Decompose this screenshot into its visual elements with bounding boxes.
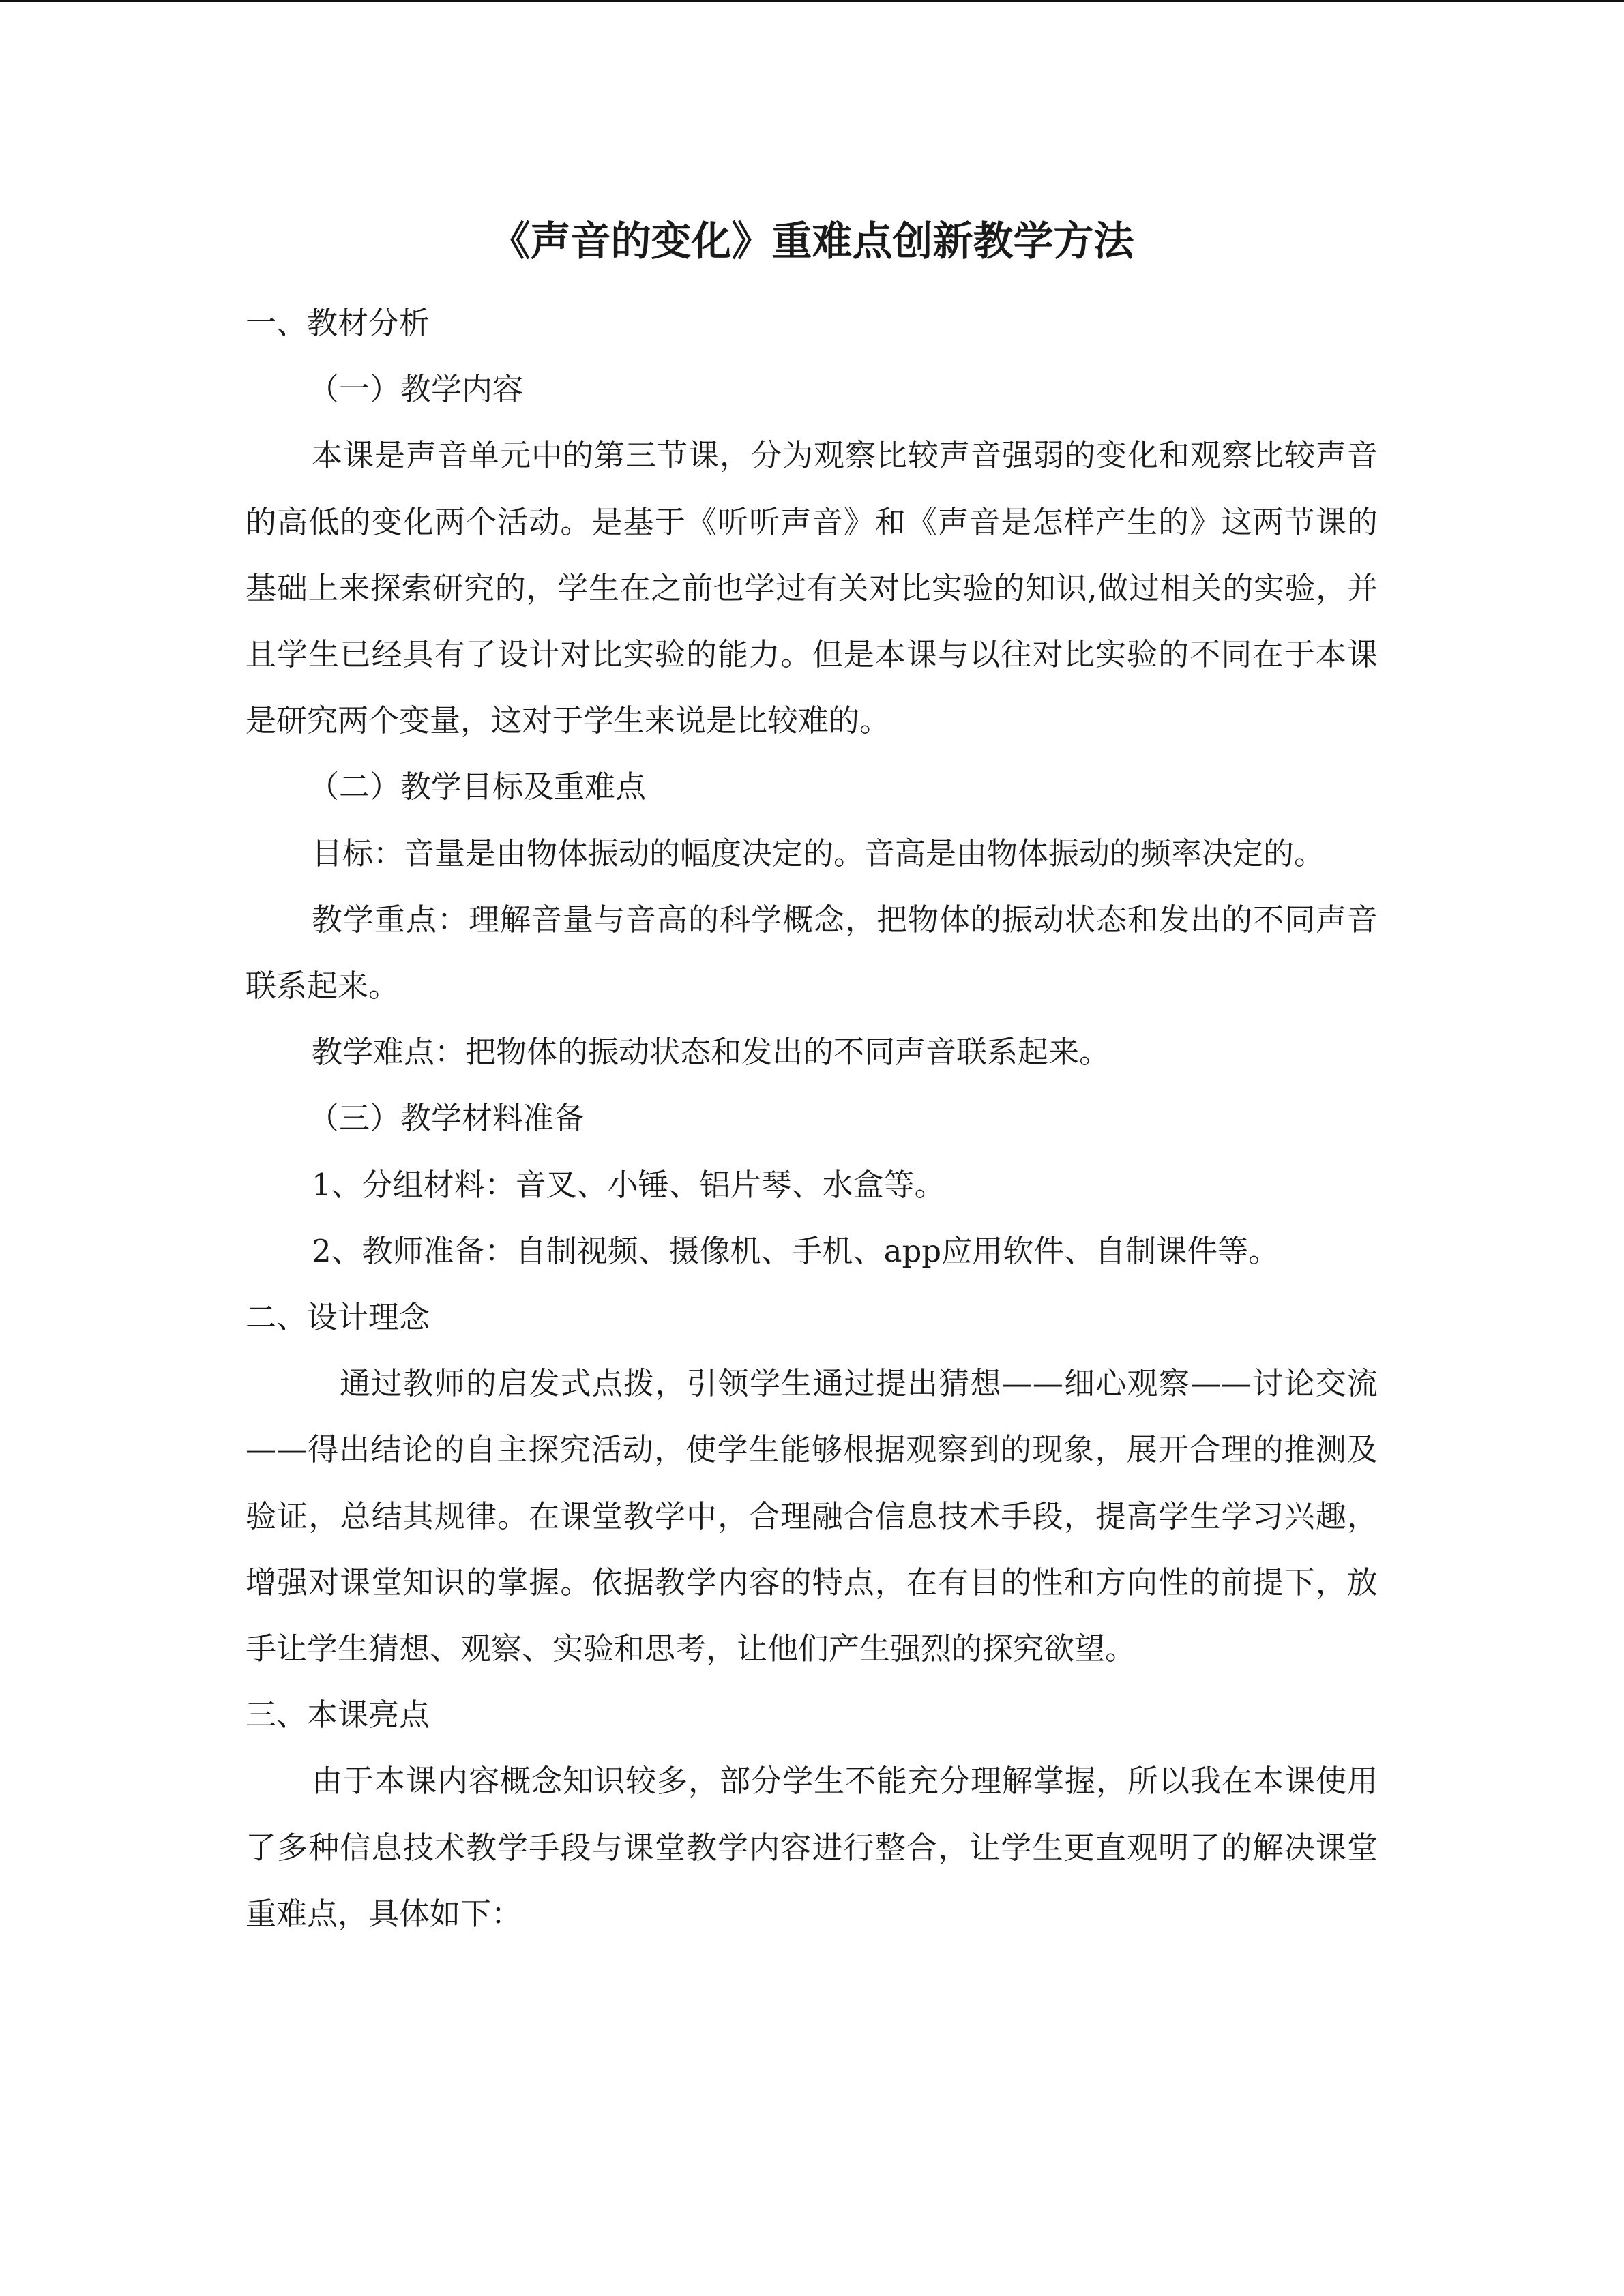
paragraph-design-concept: 通过教师的启发式点拨，引领学生通过提出猜想——细心观察——讨论交流——得出结论的自主探究活动，使学生能够根据观察到的现象，展开合理的推测及验证，总结其规律。在课堂教学中，合理融合信息技术手段，提高学生学习兴趣，增强对课堂知识的掌握。依据教学内容的特点，在有目的性和方向性的前提下，放手让学生猜想、观察、实验和思考，让他们产生强烈的探究欲望。 [246,1365,1378,1667]
paragraph-goal: 目标：音量是由物体振动的幅度决定的。音高是由物体振动的频率决定的。 [312,835,1325,871]
section-heading-design-concept: 二、设计理念 [246,1299,430,1336]
section-heading-teaching-material-analysis: 一、教材分析 [246,305,430,341]
document-body [246,290,1378,1947]
subsection-heading-teaching-content: （一）教学内容 [308,371,524,408]
document-title: 《声音的变化》重难点创新教学方法 [490,218,1134,265]
paragraph-key-point: 教学重点：理解音量与音高的科学概念，把物体的振动状态和发出的不同声音联系起来。 [246,901,1378,1004]
subsection-heading-materials: （三）教学材料准备 [308,1100,585,1137]
list-item-group-materials: 1、分组材料：音叉、小锤、铝片琴、水盒等。 [312,1166,945,1203]
section-heading-highlights: 三、本课亮点 [246,1697,430,1733]
top-border-line [0,0,1624,2]
subsection-heading-goals: （二）教学目标及重难点 [308,769,647,805]
paragraph-teaching-content: 本课是声音单元中的第三节课，分为观察比较声音强弱的变化和观察比较声音的高低的变化两个活动。是基于《听听声音》和《声音是怎样产生的》这两节课的基础上来探索研究的，学生在之前也学过有关对比实验的知识,做过相关的实验，并且学生已经具有了设计对比实验的能力。但是本课与以往对比实验的不同在于本课是研究两个变量，这对于学生来说是比较难的。 [246,437,1378,739]
paragraph-difficulty: 教学难点：把物体的振动状态和发出的不同声音联系起来。 [312,1034,1110,1071]
list-item-teacher-preparation: 2、教师准备：自制视频、摄像机、手机、app应用软件、自制课件等。 [312,1232,1280,1269]
paragraph-highlights: 由于本课内容概念知识较多，部分学生不能充分理解掌握，所以我在本课使用了多种信息技术教学手段与课堂教学内容进行整合，让学生更直观明了的解决课堂重难点，具体如下： [246,1763,1378,1932]
